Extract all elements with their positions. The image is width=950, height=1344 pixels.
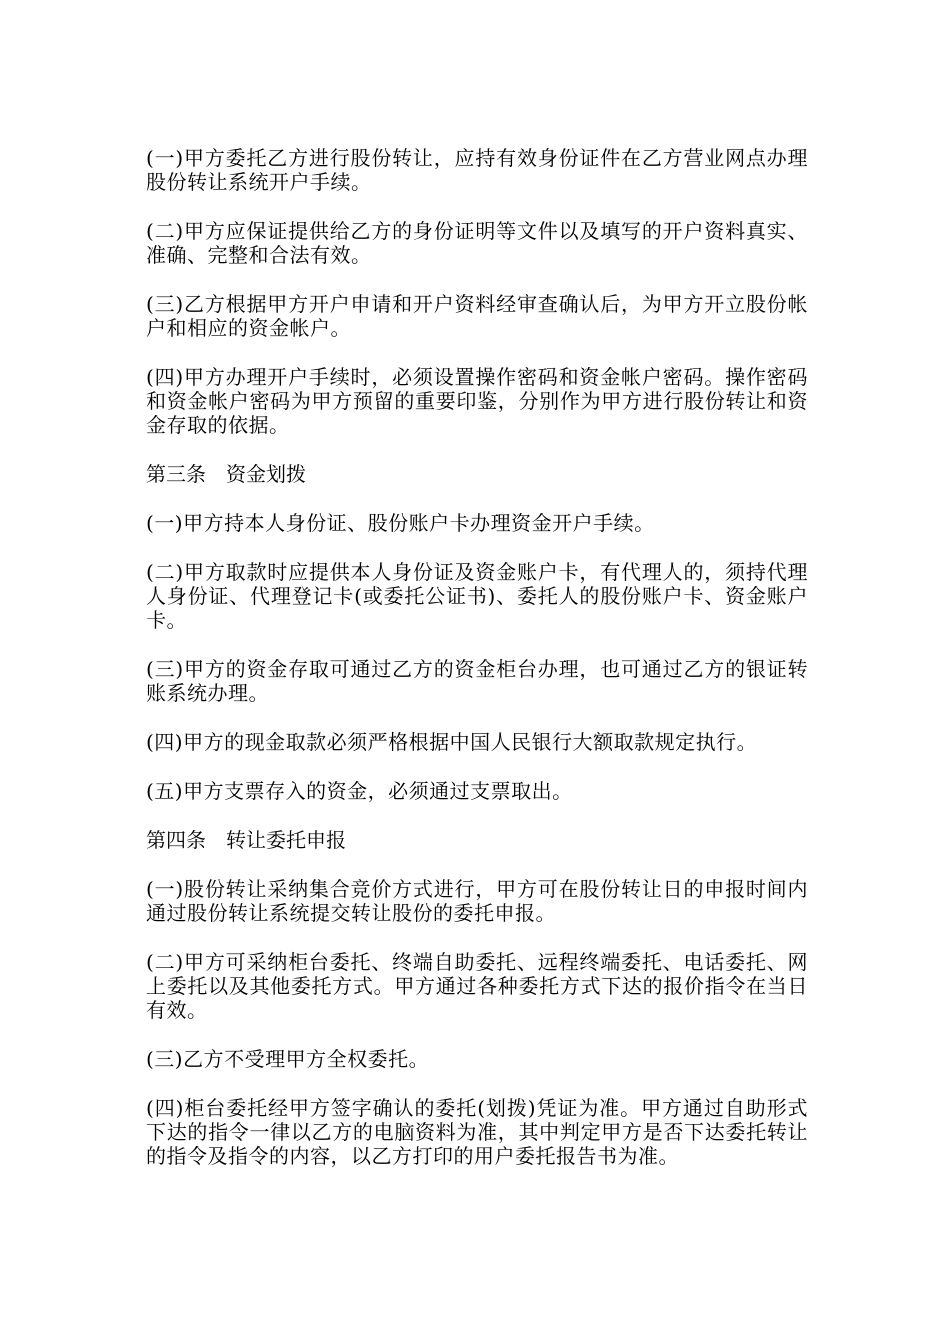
clause-paragraph: (一)甲方委托乙方进行股份转让，应持有效身份证件在乙方营业网点办理股份转让系统开户手续。 — [146, 146, 808, 194]
clause-paragraph: (二)甲方取款时应提供本人身份证及资金账户卡，有代理人的，须持代理人身份证、代理登记卡(或委托公证书)、委托人的股份账户卡、资金账户卡。 — [146, 560, 808, 632]
article-heading: 第三条 资金划拨 — [146, 462, 306, 486]
clause-paragraph: (四)甲方的现金取款必须严格根据中国人民银行大额取款规定执行。 — [146, 730, 758, 754]
clause-paragraph: (一)甲方持本人身份证、股份账户卡办理资金开户手续。 — [146, 511, 655, 535]
clause-paragraph: (二)甲方应保证提供给乙方的身份证明等文件以及填写的开户资料真实、准确、完整和合法有效。 — [146, 219, 808, 267]
clause-paragraph: (四)柜台委托经甲方签字确认的委托(划拨)凭证为准。甲方通过自助形式下达的指令一律以乙方的电脑资料为准，其中判定甲方是否下达委托转让的指令及指令的内容，以乙方打印的用户委托报告书为准。 — [146, 1096, 808, 1168]
clause-paragraph: (一)股份转让采纳集合竞价方式进行，甲方可在股份转让日的申报时间内通过股份转让系统提交转让股份的委托申报。 — [146, 877, 808, 925]
clause-paragraph: (三)甲方的资金存取可通过乙方的资金柜台办理，也可通过乙方的银证转账系统办理。 — [146, 657, 808, 705]
document-page — [146, 146, 808, 1193]
article-heading: 第四条 转让委托申报 — [146, 828, 346, 852]
clause-paragraph: (二)甲方可采纳柜台委托、终端自助委托、远程终端委托、电话委托、网上委托以及其他委托方式。甲方通过各种委托方式下达的报价指令在当日有效。 — [146, 950, 808, 1022]
clause-paragraph: (三)乙方不受理甲方全权委托。 — [146, 1047, 430, 1071]
clause-paragraph: (五)甲方支票存入的资金，必须通过支票取出。 — [146, 779, 573, 803]
clause-paragraph: (三)乙方根据甲方开户申请和开户资料经审查确认后，为甲方开立股份帐户和相应的资金帐户。 — [146, 292, 808, 340]
clause-paragraph: (四)甲方办理开户手续时，必须设置操作密码和资金帐户密码。操作密码和资金帐户密码为甲方预留的重要印鉴，分别作为甲方进行股份转让和资金存取的依据。 — [146, 365, 808, 437]
